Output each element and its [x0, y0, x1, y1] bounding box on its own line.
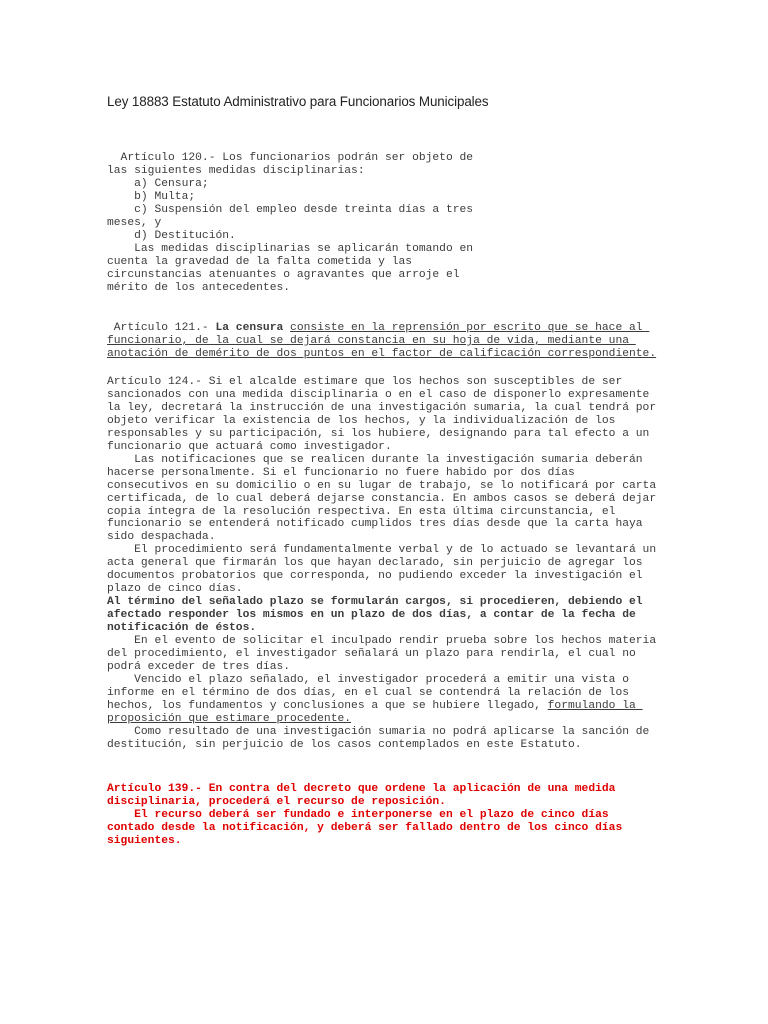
article-124: [107, 376, 656, 752]
art124-line: acta general que firmarán los que hayan declarado, sin perjuicio de agregar los: [107, 557, 643, 570]
document-title: Ley 18883 Estatuto Administrativo para Funcionarios Municipales: [107, 94, 489, 109]
art139-line: contado desde la notificación, y deberá ser fallado dentro de los cinco días: [107, 821, 623, 834]
art124-line: funcionario se entenderá notificado cumplidos tres días desde que la carta haya: [107, 518, 643, 531]
art120-line: b) Multa;: [107, 190, 196, 203]
art121-underlined-text: funcionario, de la cual se dejará constancia en su hoja de vida, mediante una: [107, 334, 636, 347]
art124-line: documentos probatorios que corresponda, no pudiendo exceder la investigación el: [107, 570, 643, 583]
art120-line: Las medidas disciplinarias se aplicarán tomando en: [107, 242, 474, 255]
art124-line: sido despachada.: [107, 531, 216, 544]
art120-line: cuenta la gravedad de la falta cometida y las: [107, 255, 413, 268]
art124-line: Vencido el plazo señalado, el investigador procederá a emitir una vista o: [107, 673, 630, 686]
art124-line: del procedimiento, el investigador señalará un plazo para rendirla, el cual no: [107, 648, 636, 661]
art124-line: la ley, decretará la instrucción de una investigación sumaria, la cual tendrá por: [107, 401, 657, 414]
art120-line: c) Suspensión del empleo desde treinta días a tres: [107, 203, 474, 216]
art120-line: meses, y: [107, 216, 162, 229]
art139-line: siguientes.: [107, 834, 182, 847]
art124-line: En el evento de solicitar el inculpado rendir prueba sobre los hechos materia: [107, 635, 657, 648]
art124-bold-line: notificación de éstos.: [107, 622, 257, 635]
art124-underlined-text: formulando la: [547, 699, 643, 712]
art120-line: d) Destitución.: [107, 229, 236, 242]
art124-bold-line: Al término del señalado plazo se formularán cargos, si procedieren, debiendo el: [107, 596, 643, 609]
article-121: [107, 322, 656, 361]
art139-line: disciplinaria, procederá el recurso de reposición.: [107, 795, 446, 808]
art124-line: copia íntegra de la resolución respectiva. En esta última circunstancia, el: [107, 505, 616, 518]
art121-underlined-text: consiste en la reprensión por escrito que se hace al: [290, 322, 650, 334]
art124-line: Artículo 124.- Si el alcalde estimare que los hechos son susceptibles de ser: [107, 376, 623, 388]
article-120: [107, 152, 473, 294]
art121-underlined-text: anotación de demérito de dos puntos en el factor de calificación correspondiente.: [107, 347, 657, 360]
art120-line: Artículo 120.- Los funcionarios podrán ser objeto de: [107, 152, 474, 164]
art124-line: podrá exceder de tres días.: [107, 660, 291, 673]
art124-line: informe en el término de dos días, en el cual se contendrá la relación de los: [107, 686, 630, 699]
art124-underlined-text: proposición que estimare procedente.: [107, 712, 352, 725]
article-139: [107, 783, 622, 848]
art124-line: Las notificaciones que se realicen durante la investigación sumaria deberán: [107, 453, 643, 466]
art124-line: hacerse personalmente. Si el funcionario no fuere habido por dos días: [107, 466, 575, 479]
art124-line: objeto verificar la existencia de los hechos, y la individualización de los: [107, 414, 616, 427]
art124-line: Como resultado de una investigación sumaria no podrá aplicarse la sanción de: [107, 725, 650, 738]
art124-line: funcionario que actuará como investigador.: [107, 440, 392, 453]
art124-line: consecutivos en su domicilio o en su lugar de trabajo, se lo notificará por carta: [107, 479, 657, 492]
art120-line: circunstancias atenuantes o agravantes que arroje el: [107, 268, 460, 281]
art139-line: Artículo 139.- En contra del decreto que ordene la aplicación de una medida: [107, 783, 616, 795]
art120-line: a) Censura;: [107, 177, 209, 190]
art124-line: destitución, sin perjuicio de los casos contemplados en este Estatuto.: [107, 738, 582, 751]
art121-term: La censura: [215, 322, 284, 334]
art124-line: hechos, los fundamentos y conclusiones a que se hubiere llegado,: [107, 699, 548, 712]
art124-line: certificada, de lo cual deberá dejarse constancia. En ambos casos se deberá dejar: [107, 492, 657, 505]
art120-line: mérito de los antecedentes.: [107, 281, 291, 294]
art124-line: sancionados con una medida disciplinaria o en el caso de disponerlo expresamente: [107, 388, 650, 401]
art124-line: responsables y su participación, si los hubiere, designando para tal efecto a un: [107, 427, 650, 440]
art124-line: El procedimiento será fundamentalmente verbal y de lo actuado se levantará un: [107, 544, 657, 557]
art121-intro: Artículo 121.-: [107, 322, 216, 334]
art124-line: plazo de cinco días.: [107, 583, 243, 596]
art139-line: El recurso deberá ser fundado e interponerse en el plazo de cinco días: [107, 808, 609, 821]
art124-bold-line: afectado responder los mismos en un plazo de dos días, a contar de la fecha de: [107, 609, 636, 622]
art120-line: las siguientes medidas disciplinarias:: [107, 164, 365, 177]
